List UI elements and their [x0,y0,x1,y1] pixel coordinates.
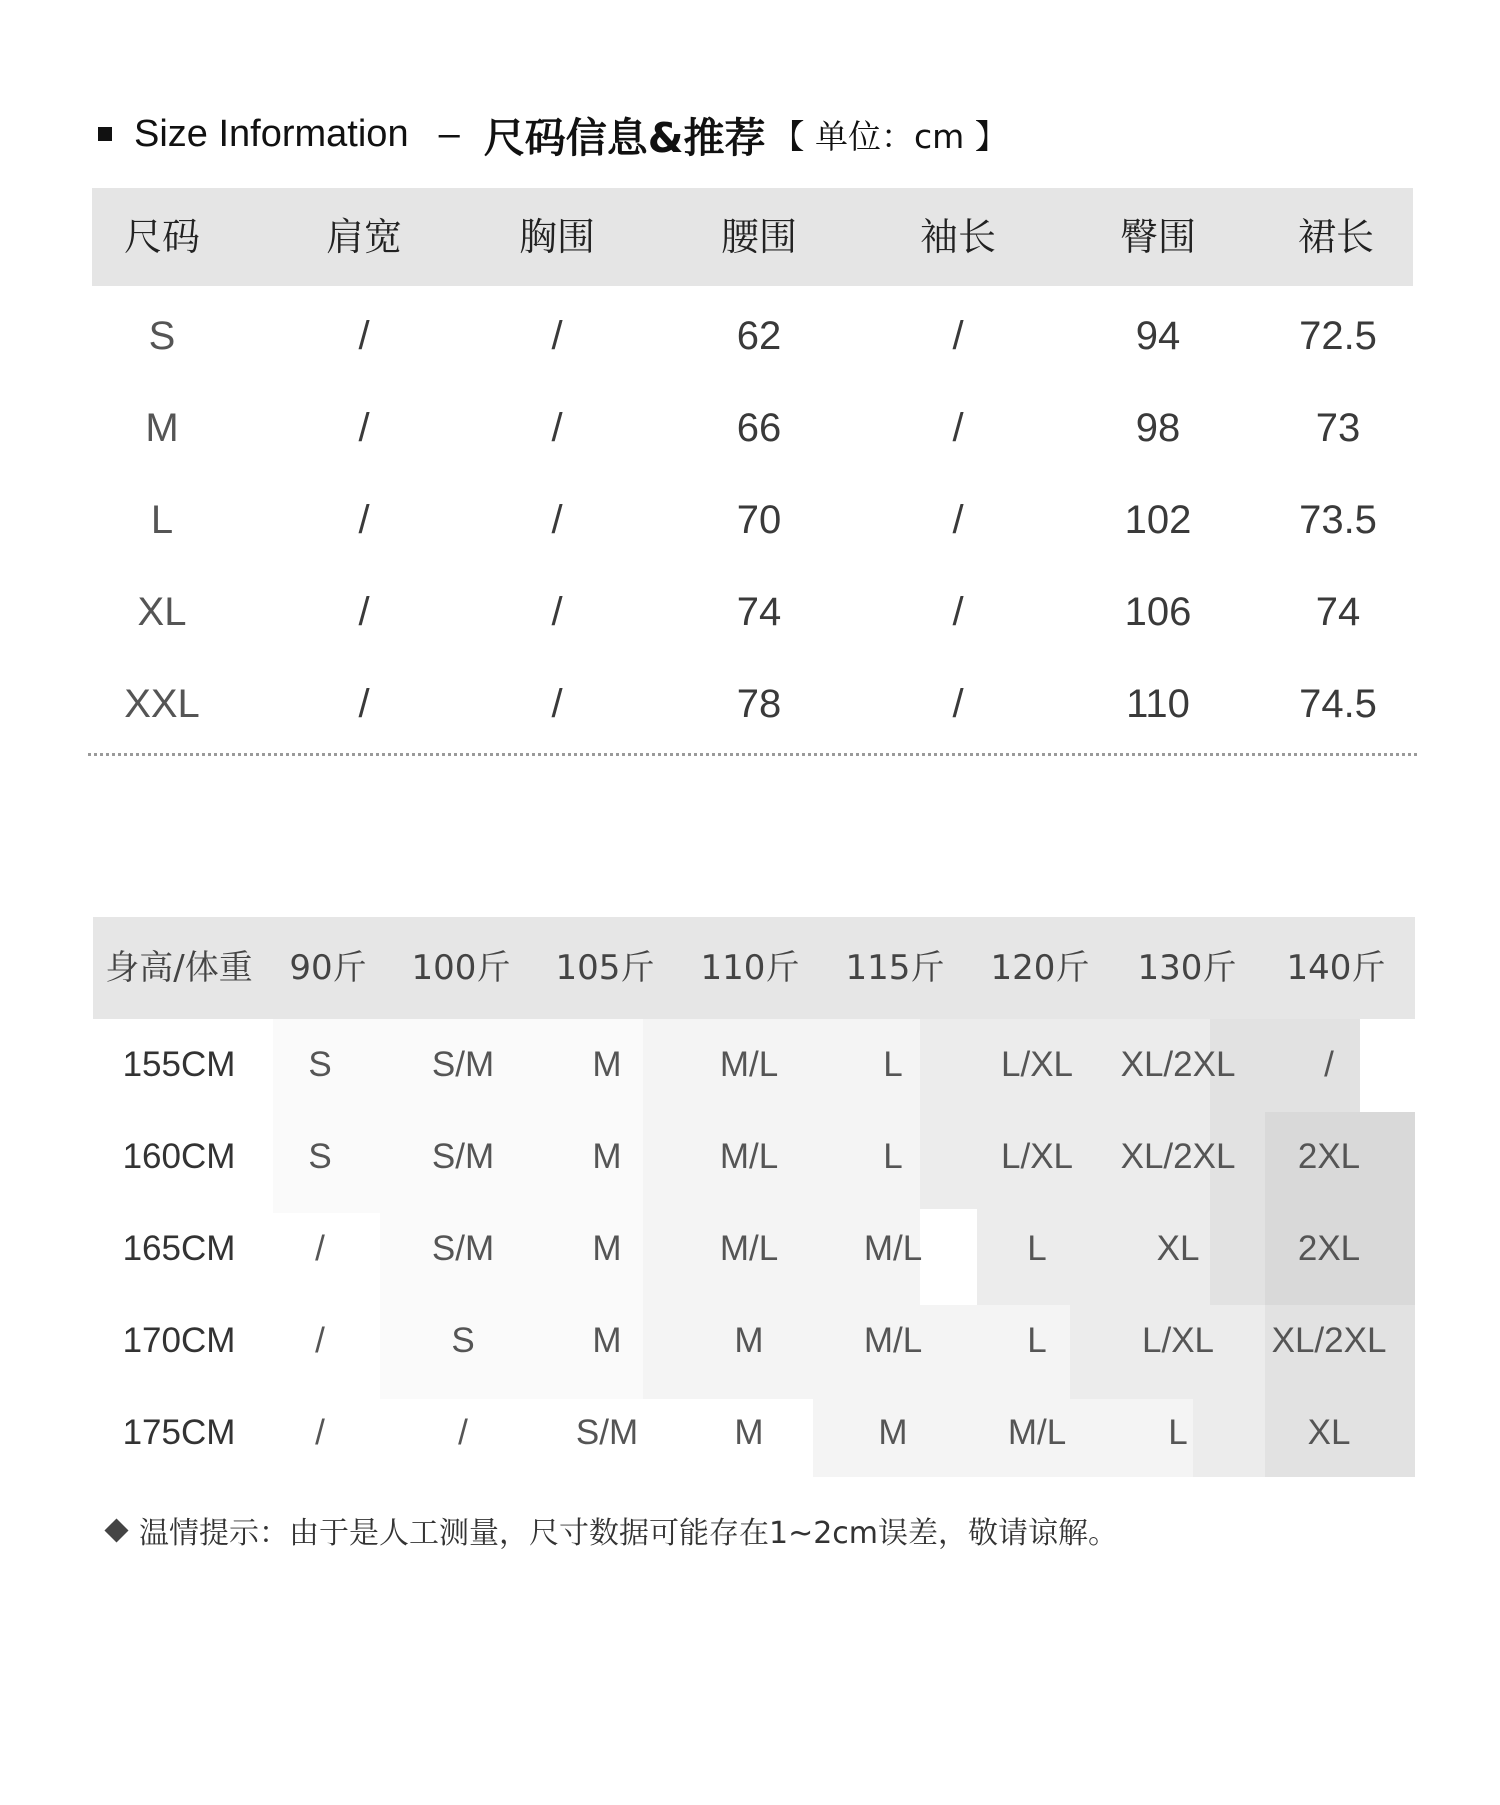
length-value: 73 [1315,406,1361,450]
header-weight-115: 115斤 [845,948,945,988]
measurement-note [108,1508,1118,1552]
header-weight-90: 90斤 [289,948,367,988]
size-cell: S/M [431,1229,495,1268]
size-cell: L/XL [1142,1321,1214,1360]
size-cell: M [592,1045,622,1084]
size-cell: L [883,1137,903,1176]
sleeve-value: / [952,590,964,634]
size-label: XL [137,590,187,634]
waist-value: 74 [736,590,782,634]
shade-band [813,1399,1193,1477]
size-cell: S/M [431,1137,495,1176]
header-sleeve: 袖长 [919,215,997,259]
size-label: S [148,314,176,358]
size-cell: / [315,1229,325,1268]
header-length: 裙长 [1297,215,1375,259]
hip-value: 102 [1124,498,1192,542]
waist-value: 66 [736,406,782,450]
sleeve-value: / [952,498,964,542]
size-cell: M [734,1321,764,1360]
bust-value: / [551,498,563,542]
waist-value: 70 [736,498,782,542]
size-cell: XL/2XL [1120,1045,1236,1084]
size-cell: 2XL [1297,1229,1361,1268]
size-label: M [145,406,179,450]
square-bullet-icon [98,127,112,141]
bust-value: / [551,590,563,634]
size-cell: M/L [863,1229,923,1268]
waist-value: 78 [736,682,782,726]
size-cell: M [592,1229,622,1268]
recommend-table [93,917,1415,1477]
header-weight-130: 130斤 [1137,948,1237,988]
size-table-header [92,188,1413,286]
size-cell: / [458,1413,468,1452]
size-cell: L/XL [1001,1045,1073,1084]
size-cell: M/L [719,1229,779,1268]
note-text: 温情提示：由于是人工测量，尺寸数据可能存在1~2cm误差，敬请谅解。 [139,1516,1119,1551]
size-cell: / [315,1413,325,1452]
title-unit: 【 单位：cm 】 [771,116,1008,156]
table-row [92,658,1413,750]
bust-value: / [551,314,563,358]
size-cell: M [592,1137,622,1176]
hip-value: 98 [1135,406,1181,450]
header-waist: 腰围 [720,215,798,259]
size-cell: M/L [1007,1413,1067,1452]
height-label: 160CM [122,1137,236,1176]
header-bust: 胸围 [518,215,596,259]
size-cell: S/M [575,1413,639,1452]
size-cell: XL/2XL [1120,1137,1236,1176]
shade-band [1360,1019,1415,1112]
size-cell: L/XL [1001,1137,1073,1176]
length-value: 74.5 [1299,682,1377,726]
header-weight-105: 105斤 [555,948,655,988]
header-weight-100: 100斤 [411,948,511,988]
height-label: 170CM [122,1321,236,1360]
length-value: 73.5 [1299,498,1377,542]
sleeve-value: / [952,314,964,358]
shoulder-value: / [358,682,370,726]
size-cell: S [308,1045,332,1084]
table-row [92,566,1413,658]
size-cell: M/L [863,1321,923,1360]
dotted-divider [88,753,1417,756]
bust-value: / [551,682,563,726]
size-label: L [150,498,174,542]
shade-band [920,1305,1070,1399]
bust-value: / [551,406,563,450]
hip-value: 110 [1126,682,1190,726]
recommend-table-header [93,917,1415,1019]
size-cell: M [734,1413,764,1452]
hip-value: 106 [1124,590,1192,634]
size-table [92,188,1413,750]
length-value: 72.5 [1299,314,1377,358]
shoulder-value: / [358,498,370,542]
title-english: Size Information [134,112,409,155]
size-label: XXL [124,682,200,726]
height-label: 165CM [122,1229,236,1268]
sleeve-value: / [952,406,964,450]
size-cell: L [883,1045,903,1084]
table-row [92,290,1413,382]
page-title [98,104,1008,164]
size-cell: S/M [431,1045,495,1084]
size-cell: M/L [719,1137,779,1176]
hip-value: 94 [1135,314,1181,358]
header-size: 尺码 [123,215,201,259]
size-cell: M [878,1413,908,1452]
size-cell: L [1027,1229,1047,1268]
size-cell: L [1027,1321,1047,1360]
diamond-bullet-icon [104,1518,128,1542]
size-cell: S [451,1321,475,1360]
header-shoulder: 肩宽 [325,215,403,259]
table-row [92,382,1413,474]
title-chinese: 尺码信息&推荐 [483,113,766,162]
waist-value: 62 [736,314,782,358]
header-hip: 臀围 [1119,215,1197,259]
title-dash: – [438,112,460,155]
size-cell: XL/2XL [1271,1321,1387,1360]
sleeve-value: / [952,682,964,726]
size-cell: 2XL [1297,1137,1361,1176]
header-weight-140: 140斤 [1286,948,1386,988]
size-cell: M/L [719,1045,779,1084]
size-cell: / [1324,1045,1334,1084]
size-cell: XL [1307,1413,1351,1452]
shoulder-value: / [358,406,370,450]
size-cell: S [308,1137,332,1176]
size-cell: XL [1156,1229,1200,1268]
header-weight-110: 110斤 [700,948,800,988]
size-cell: M [592,1321,622,1360]
length-value: 74 [1315,590,1361,634]
shoulder-value: / [358,590,370,634]
height-label: 175CM [122,1413,236,1452]
height-label: 155CM [122,1045,236,1084]
header-height-weight: 身高/体重 [105,948,253,988]
header-weight-120: 120斤 [990,948,1090,988]
shoulder-value: / [358,314,370,358]
size-cell: L [1168,1413,1188,1452]
table-row [92,474,1413,566]
size-cell: / [315,1321,325,1360]
